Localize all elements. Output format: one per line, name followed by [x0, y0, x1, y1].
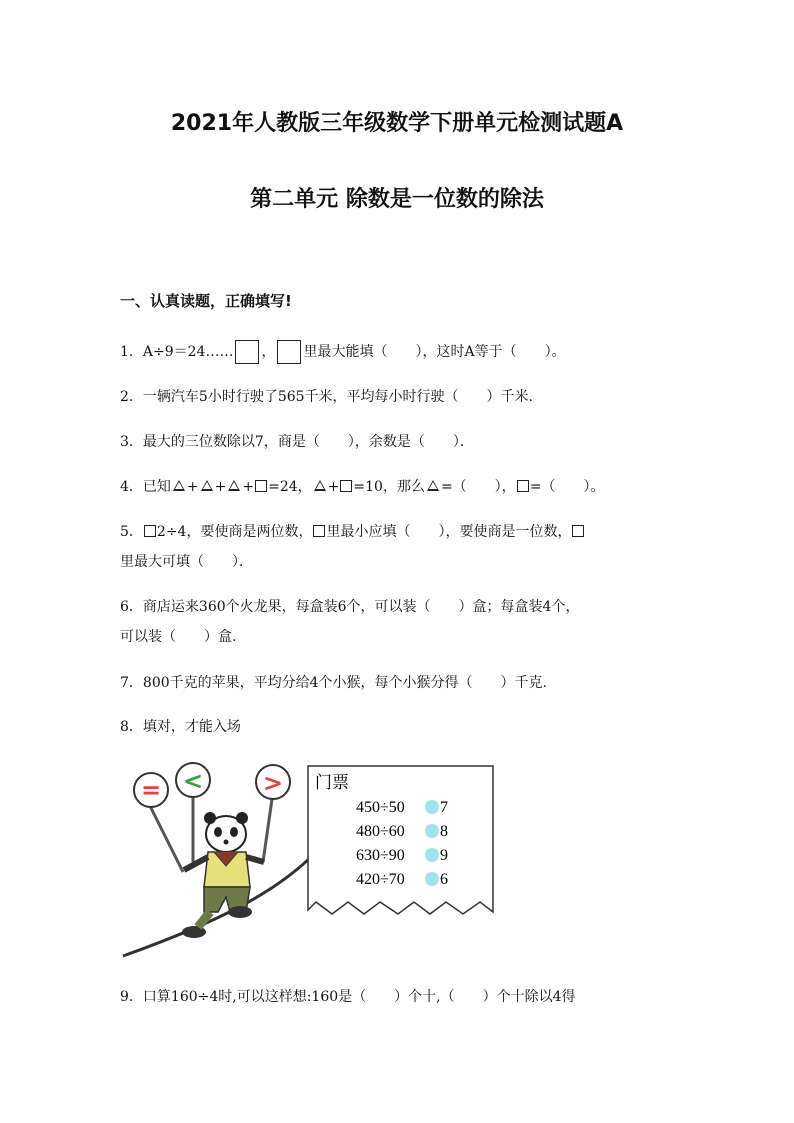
ticket-equation-left: 630÷90: [356, 847, 405, 864]
triangle-icon: [173, 480, 185, 491]
greater-than-sign-icon: [256, 765, 290, 799]
question-9: 9．口算160÷4时,可以这样想:160是（ ）个十,（ ）个十除以4得: [120, 989, 576, 1005]
square-icon: [144, 525, 156, 537]
less-than-sign-icon: [176, 763, 210, 797]
square-icon: [255, 480, 267, 492]
ticket-equation-right: 9: [440, 847, 448, 864]
compare-circle: [425, 872, 439, 886]
equal-sign-icon: [134, 773, 168, 807]
svg-text:=: =: [140, 776, 162, 804]
square-icon: [572, 525, 584, 537]
triangle-icon: [201, 480, 213, 491]
page-title: 2021年人教版三年级数学下册单元检测试题A: [170, 111, 624, 136]
panda-ticket-illustration: [118, 762, 508, 962]
question-2: 2．一辆汽车5小时行驶了565千米，平均每小时行驶（ ）千米.: [120, 389, 533, 405]
section-heading: 一、认真读题，正确填写!: [120, 292, 292, 310]
triangle-icon: [314, 480, 326, 491]
question-8: 8．填对，才能入场: [120, 719, 241, 735]
question-1: 1．A÷9＝24…… ， 里最大能填（ ），这时A等于（ ）。: [120, 340, 566, 364]
question-5-line-2: 里最大可填（ ）．: [120, 554, 253, 570]
compare-circle: [425, 800, 439, 814]
question-5-line-1: 5． 2÷4，要使商是两位数， 里最小应填（ ），要使商是一位数，: [120, 522, 585, 542]
ticket-equation-right: 8: [440, 823, 448, 840]
triangle-icon: [228, 480, 240, 491]
answer-box: [277, 340, 301, 364]
compare-circle: [425, 824, 439, 838]
ticket-equation-right: 6: [440, 871, 448, 888]
question-7: 7．800千克的苹果，平均分给4个小猴，每个小猴分得（ ）千克.: [120, 675, 547, 691]
question-3: 3．最大的三位数除以7，商是（ ），余数是（ ）．: [120, 434, 474, 450]
square-icon: [313, 525, 325, 537]
square-icon: [340, 480, 352, 492]
answer-box: [235, 340, 259, 364]
question-4: 4．已知 + + + =24， + =10，那么 =（ ）， =（ ）。: [120, 479, 605, 495]
unit-subtitle: 第二单元 除数是一位数的除法: [250, 187, 544, 212]
ticket-equation-right: 7: [440, 799, 448, 816]
ticket-equation-left: 450÷50: [356, 799, 405, 816]
svg-text:<: <: [182, 767, 204, 795]
compare-circle: [425, 848, 439, 862]
question-6-line-1: 6．商店运来360个火龙果，每盒装6个，可以装（ ）盒；每盒装4个，: [120, 599, 580, 615]
ticket-equation-left: 420÷70: [356, 871, 405, 888]
svg-text:>: >: [262, 769, 284, 797]
triangle-icon: [427, 480, 439, 491]
ticket-equation-left: 480÷60: [356, 823, 405, 840]
square-icon: [517, 480, 529, 492]
ticket-title: 门票: [315, 773, 349, 793]
question-6-line-2: 可以装（ ）盒.: [120, 629, 237, 645]
